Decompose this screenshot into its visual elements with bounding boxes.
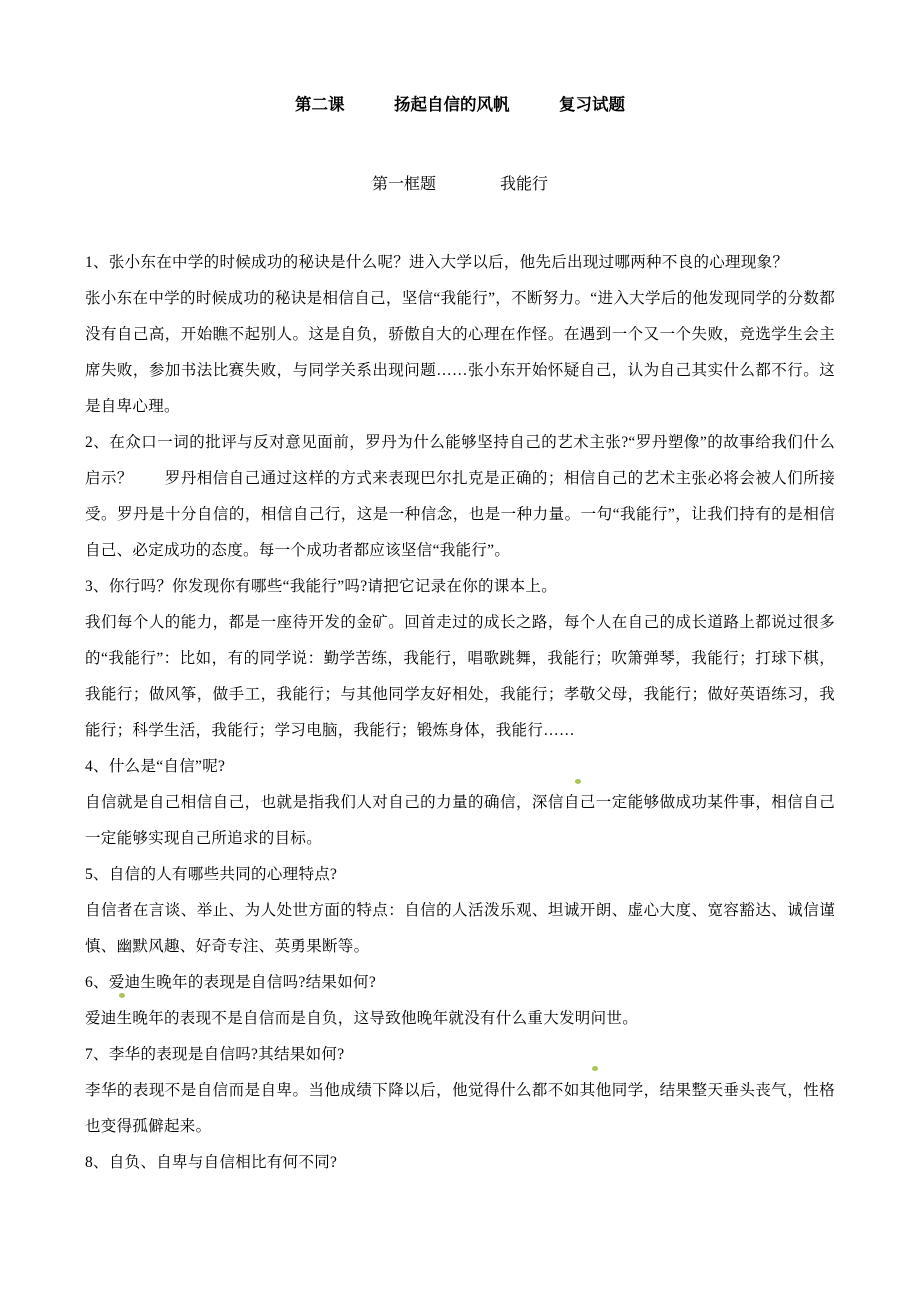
document-body [85,245,835,1181]
answer-6: 爱迪生晚年的表现不是自信而是自负，这导致他晚年就没有什么重大发明问世。 [85,1010,639,1027]
proofing-mark-icon [119,993,125,998]
question-answer-2: 2、在众口一词的批评与反对意见面前，罗丹为什么能够坚持自己的艺术主张?“罗丹塑像”的故事给我们什么启示？ 罗丹相信自己通过这样的方式来表现巴尔扎克是正确的；相信自己的艺术主张必将会被人们所接受。罗丹是十分自信的，相信自己行，这是一种信念，也是一种力量。一句“我能行”，让我们持有的是相信自己、必定成功的态度。每一个成功者都应该坚信“我能行”。 [85,434,835,559]
question-3: 3、你行吗？你发现你有哪些“我能行”吗?请把它记录在你的课本上。 [85,578,557,595]
answer-4: 自信就是自己相信自己，也就是指我们人对自己的力量的确信，深信自己一定能够做成功某件事，相信自己一定能够实现自己所追求的目标。 [85,794,835,847]
question-4: 4、什么是“自信”呢? [85,758,226,775]
question-6: 6、爱迪生晚年的表现是自信吗?结果如何? [85,974,377,991]
answer-3: 我们每个人的能力，都是一座待开发的金矿。回首走过的成长之路，每个人在自己的成长道路上都说过很多的“我能行”：比如，有的同学说：勤学苦练，我能行，唱歌跳舞，我能行；吹箫弹琴，我能行；打球下棋，我能行；做风筝，做手工，我能行；与其他同学友好相处，我能行；孝敬父母，我能行；做好英语练习，我能行；科学生活，我能行；学习电脑，我能行；锻炼身体，我能行…… [85,614,835,739]
document-title: 第二课 扬起自信的风帆 复习试题 [295,95,625,114]
answer-1: 张小东在中学的时候成功的秘诀是相信自己，坚信“我能行”，不断努力。“进入大学后的他发现同学的分数都没有自己高，开始瞧不起别人。这是自负，骄傲自大的心理在作怪。在遇到一个又一个失败，竞选学生会主席失败，参加书法比赛失败，与同学关系出现问题……张小东开始怀疑自己，认为自己其实什么都不行。这是自卑心理。 [85,290,835,415]
proofing-mark-icon [592,1066,598,1071]
question-8: 8、自负、自卑与自信相比有何不同? [85,1154,338,1171]
answer-5: 自信者在言谈、举止、为人处世方面的特点：自信的人活泼乐观、坦诚开朗、虚心大度、宽容豁达、诚信谨慎、幽默风趣、好奇专注、英勇果断等。 [85,902,835,955]
question-7: 7、李华的表现是自信吗?其结果如何? [85,1046,345,1063]
question-1: 1、张小东在中学的时候成功的秘诀是什么呢？进入大学以后，他先后出现过哪两种不良的心理现象？ [85,254,789,271]
proofing-mark-icon [575,779,581,784]
section-heading: 第一框题 我能行 [371,176,548,193]
answer-7: 李华的表现不是自信而是自卑。当他成绩下降以后，他觉得什么都不如其他同学，结果整天垂头丧气，性格也变得孤僻起来。 [85,1082,835,1135]
question-5: 5、自信的人有哪些共同的心理特点? [85,866,338,883]
